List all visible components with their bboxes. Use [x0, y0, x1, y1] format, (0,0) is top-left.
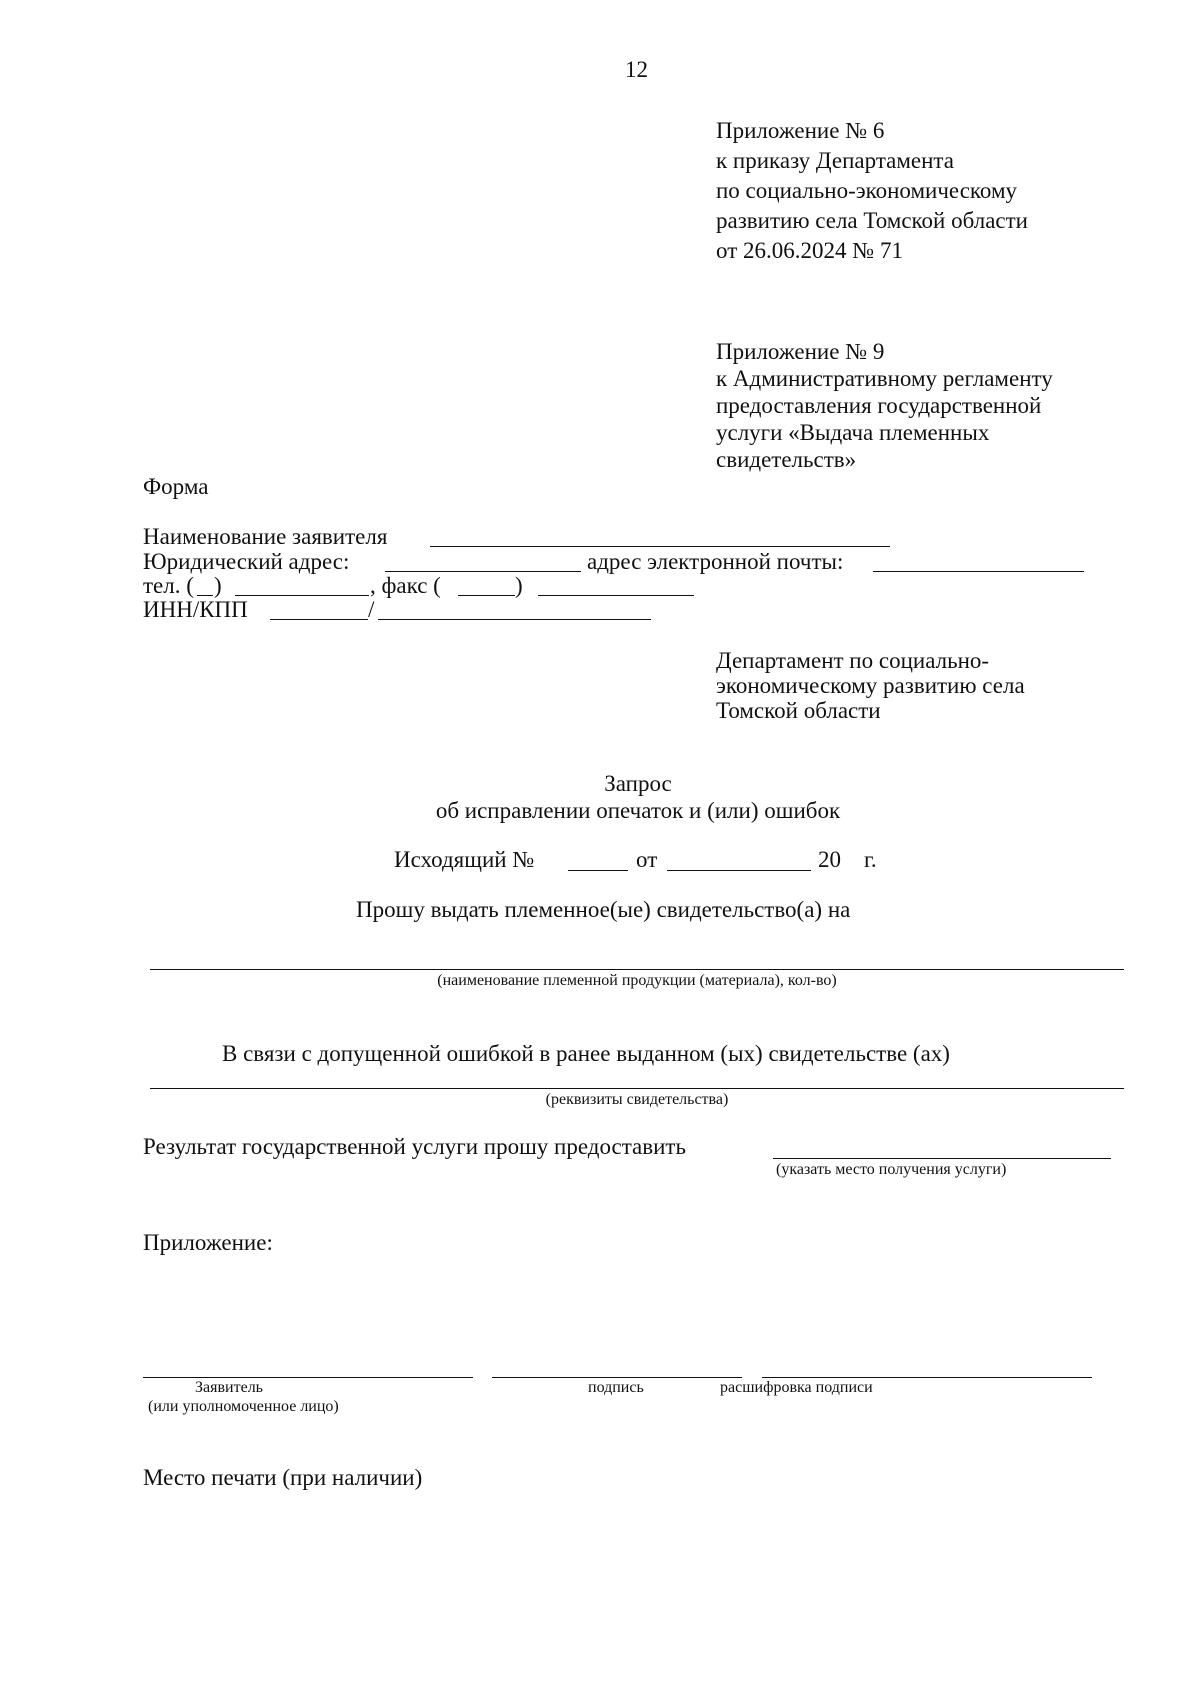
phone-close: ) — [214, 573, 222, 598]
fax-label: , факс ( — [370, 573, 441, 598]
annex-9-line-2: к Административному регламенту — [716, 366, 1053, 391]
applicant-sub-label: (или уполномоченное лицо) — [148, 1398, 339, 1415]
legal-address-field[interactable] — [385, 571, 581, 572]
certificate-caption: (реквизиты свидетельства) — [545, 1091, 729, 1108]
applicant-name-label: Наименование заявителя — [143, 524, 388, 549]
attachment-label: Приложение: — [143, 1230, 273, 1255]
fax-code-field[interactable] — [458, 595, 515, 596]
email-field[interactable] — [873, 571, 1084, 572]
outgoing-year-suffix: г. — [864, 847, 877, 872]
product-field[interactable] — [150, 969, 1124, 970]
result-text: Результат государственной услуги прошу предоставить — [143, 1134, 686, 1159]
annex-9-line-4: услуги «Выдача племенных — [716, 420, 990, 445]
outgoing-from-label: от — [636, 847, 658, 872]
legal-address-label: Юридический адрес: — [143, 549, 350, 574]
outgoing-date-field[interactable] — [667, 870, 811, 871]
phone-label: тел. ( — [143, 573, 194, 598]
decoding-label: расшифровка подписи — [720, 1379, 873, 1396]
annex-6-line-3: по социально-экономическому — [716, 178, 1018, 203]
annex-6-line-4: развитию села Томской области — [716, 208, 1028, 233]
applicant-label: Заявитель — [195, 1379, 263, 1396]
annex-6-line-5: от 26.06.2024 № 71 — [716, 238, 903, 263]
annex-9-line-5: свидетельств» — [716, 447, 857, 472]
applicant-signature-field[interactable] — [143, 1377, 473, 1378]
signature-label: подпись — [588, 1379, 644, 1396]
inn-label: ИНН/КПП — [143, 597, 248, 622]
request-text: Прошу выдать племенное(ые) свидетельство(а) на — [356, 897, 851, 922]
fax-close: ) — [515, 573, 523, 598]
certificate-field[interactable] — [150, 1088, 1124, 1089]
kpp-field[interactable] — [378, 619, 651, 620]
annex-9-line-3: предоставления государственной — [716, 393, 1042, 418]
page-number: 12 — [625, 57, 648, 82]
phone-number-field[interactable] — [235, 595, 369, 596]
email-label: адрес электронной почты: — [587, 549, 844, 574]
document-title: Запрос — [604, 771, 672, 796]
result-place-field[interactable] — [773, 1158, 1111, 1159]
outgoing-year-prefix: 20 — [818, 847, 841, 872]
error-text: В связи с допущенной ошибкой в ранее выданном (ых) свидетельстве (ах) — [222, 1041, 950, 1066]
annex-6-line-1: Приложение № 6 — [716, 118, 885, 143]
applicant-name-field[interactable] — [430, 546, 890, 547]
form-label: Форма — [143, 474, 209, 499]
fax-number-field[interactable] — [538, 595, 694, 596]
document-subtitle: об исправлении опечаток и (или) ошибок — [435, 798, 841, 823]
outgoing-number-label: Исходящий № — [394, 847, 535, 872]
product-caption: (наименование племенной продукции (материала), кол-во) — [437, 972, 837, 989]
recipient-line-2: экономическому развитию села — [716, 673, 1025, 698]
stamp-text: Место печати (при наличии) — [143, 1465, 423, 1490]
annex-6-line-2: к приказу Департамента — [716, 148, 954, 173]
result-caption: (указать место получения услуги) — [776, 1161, 1007, 1178]
outgoing-number-field[interactable] — [568, 870, 628, 871]
phone-code-field[interactable] — [197, 595, 213, 596]
inn-field[interactable] — [270, 619, 368, 620]
recipient-line-1: Департамент по социально- — [716, 648, 990, 673]
inn-separator: / — [368, 597, 375, 622]
annex-9-line-1: Приложение № 9 — [716, 339, 885, 364]
recipient-line-3: Томской области — [716, 698, 881, 723]
